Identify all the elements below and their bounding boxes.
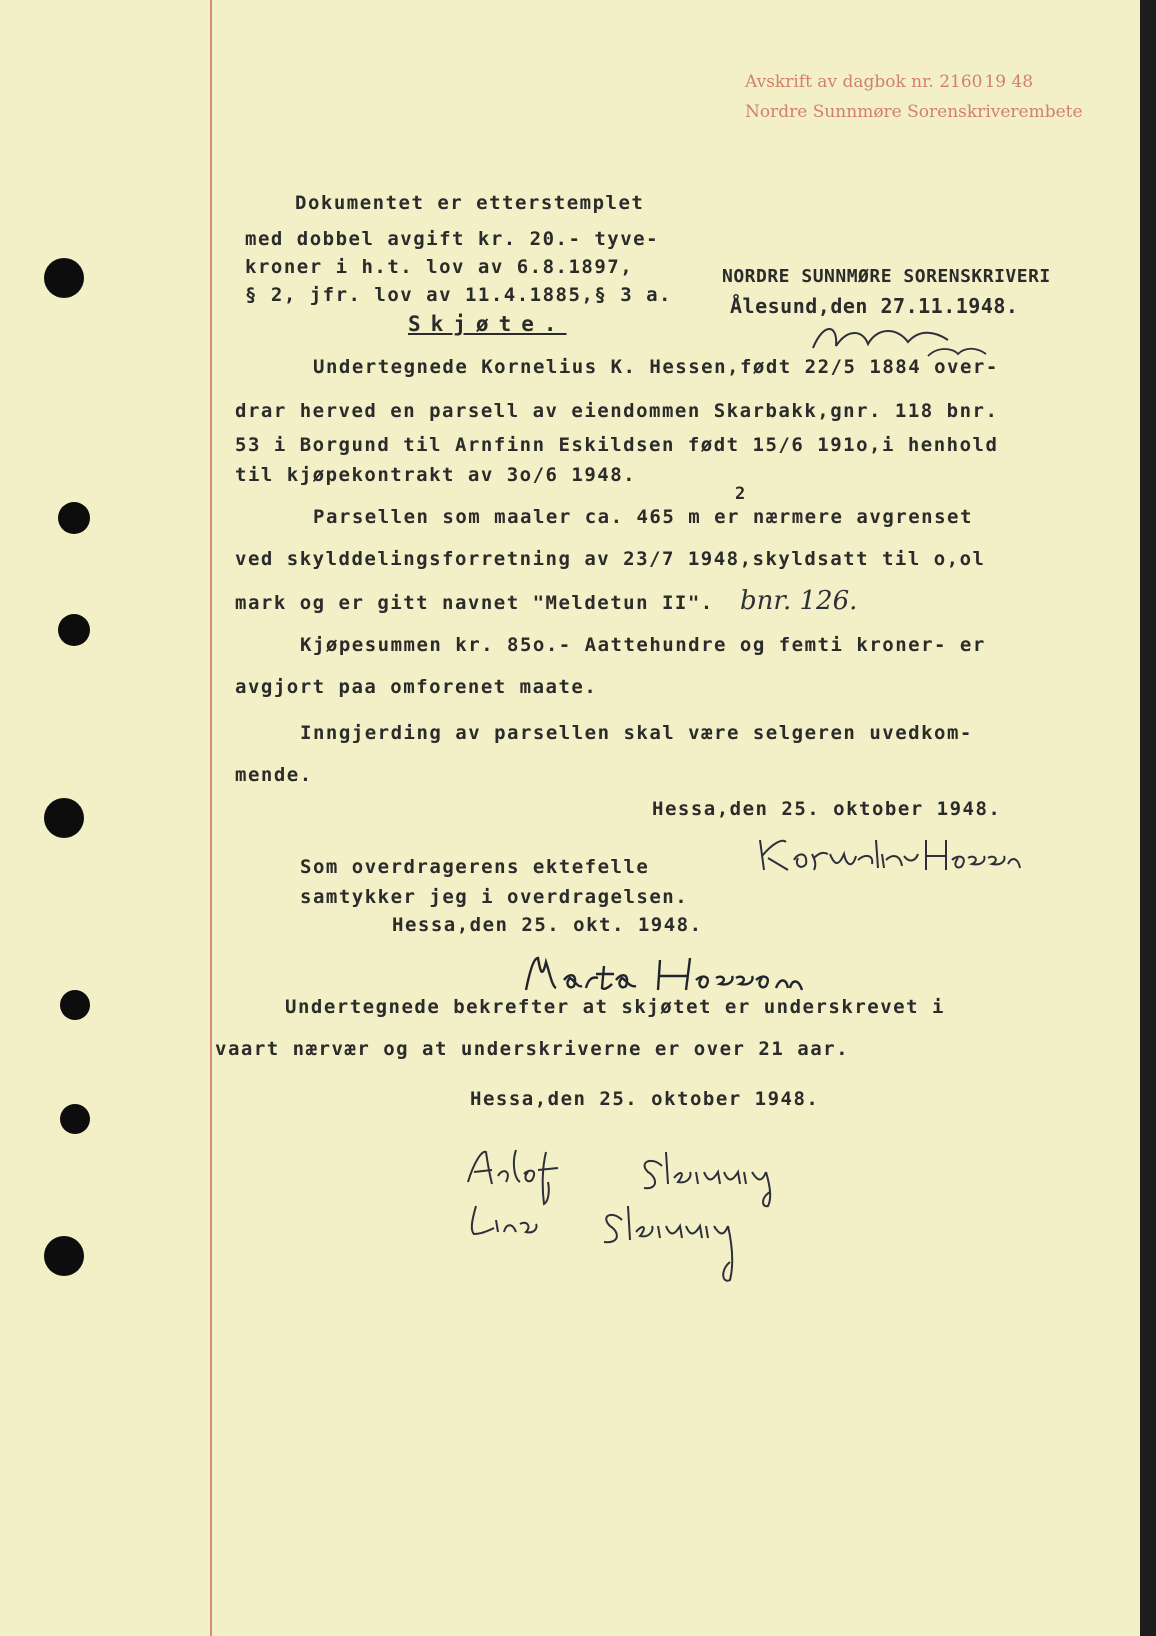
stamp-year: 19 48 <box>984 72 1034 92</box>
punch-hole <box>58 502 90 534</box>
body-line-3: 53 i Borgund til Arnfinn Eskildsen født 15/6 191o,i henhold <box>235 434 999 456</box>
area-superscript: 2 <box>735 484 747 504</box>
stamp-line1: Avskrift av dagbok nr. 2160 <box>745 72 983 92</box>
margin-rule <box>210 0 212 1636</box>
witness2-signature <box>464 1200 794 1294</box>
place-date-1: Hessa,den 25. oktober 1948. <box>652 798 1002 820</box>
punch-hole <box>60 1104 90 1134</box>
stamp-line2: Nordre Sunnmøre Sorenskriverembete <box>745 102 1083 122</box>
document-title: Skjøte. <box>408 312 567 336</box>
consent-line-2: samtykker jeg i overdragelsen. <box>300 886 689 908</box>
body-line-8: Kjøpesummen kr. 85o.- Aattehundre og femti kroner- er <box>300 634 986 656</box>
witness-line-2: vaart nærvær og at underskriverne er over 21 aar. <box>215 1038 850 1060</box>
consent-line-3: Hessa,den 25. okt. 1948. <box>392 914 703 936</box>
body-line-7: mark og er gitt navnet "Meldetun II". <box>235 592 714 614</box>
body-line-6: ved skylddelingsforretning av 23/7 1948,skyldsatt til o,ol <box>235 548 986 570</box>
body-line-10: Inngjerding av parsellen skal være selgeren uvedkom- <box>300 722 973 744</box>
punch-hole <box>44 1236 84 1276</box>
consent-line-1: Som overdragerens ektefelle <box>300 856 650 878</box>
witness-line-3: Hessa,den 25. oktober 1948. <box>470 1088 820 1110</box>
body-line-11: mende. <box>235 764 313 786</box>
note-line2: med dobbel avgift kr. 20.- tyve- <box>245 228 660 250</box>
seller-signature <box>754 830 1024 884</box>
body-line-1: Undertegnede Kornelius K. Hessen,født 22/5 1884 over- <box>313 356 999 378</box>
punch-hole <box>60 990 90 1020</box>
punch-hole <box>44 258 84 298</box>
body-line-5: Parsellen som maaler ca. 465 m er nærmere avgrenset <box>313 506 973 528</box>
handwritten-bnr: bnr. 126. <box>740 586 858 616</box>
registry-office: NORDRE SUNNMØRE SORENSKRIVERI <box>722 266 1051 287</box>
witness2-signature-image <box>464 1200 794 1290</box>
witness-line-1: Undertegnede bekrefter at skjøtet er underskrevet i <box>285 996 945 1018</box>
note-line1: Dokumentet er etterstemplet <box>295 192 645 214</box>
punch-hole <box>44 798 84 838</box>
body-line-2: drar herved en parsell av eiendommen Skarbakk,gnr. 118 bnr. <box>235 400 999 422</box>
journal-stamp <box>745 72 1033 92</box>
note-line4: § 2, jfr. lov av 11.4.1885,§ 3 a. <box>245 284 672 306</box>
body-line-9: avgjort paa omforenet maate. <box>235 676 598 698</box>
seller-signature-image <box>754 830 1024 880</box>
note-line3: kroner i h.t. lov av 6.8.1897, <box>245 256 634 278</box>
spouse-signature-image <box>520 950 820 1000</box>
body-line-4: til kjøpekontrakt av 3o/6 1948. <box>235 464 637 486</box>
registry-date: Ålesund,den 27.11.1948. <box>730 294 1019 318</box>
punch-hole <box>58 614 90 646</box>
